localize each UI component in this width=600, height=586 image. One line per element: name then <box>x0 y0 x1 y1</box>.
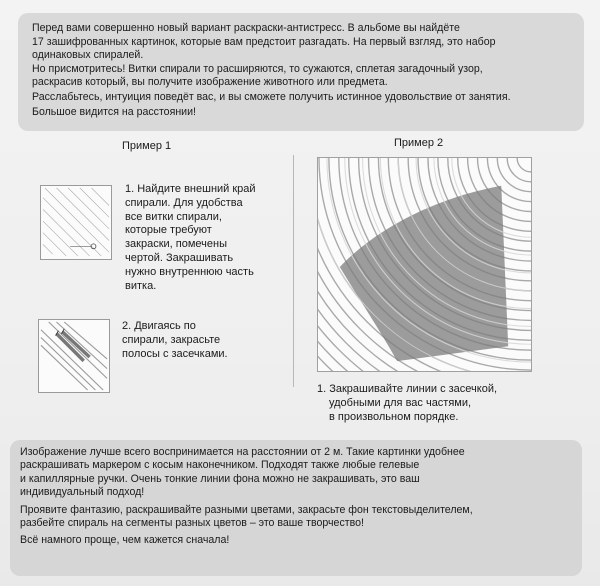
text-line: которые требуют <box>125 224 212 237</box>
intro-line: одинаковых спиралей. <box>32 49 144 62</box>
example2-step1-text <box>317 383 557 424</box>
tips-paragraph-1 <box>20 446 572 500</box>
text-line: спирали. Для удобства <box>125 196 243 209</box>
column-divider <box>293 155 294 387</box>
text-line: спирали, закрасьте <box>122 333 221 346</box>
intro-line: Расслабьтесь, интуиция поведёт вас, и вы сможете получить истинное удовольствие от занятия. <box>32 90 511 103</box>
tips-box <box>10 440 582 576</box>
text-line: разбейте спираль на сегменты разных цветов – это ваше творчество! <box>20 517 364 530</box>
text-line: Изображение лучше всего воспринимается на расстоянии от 2 м. Такие картинки удобнее <box>20 446 465 458</box>
text-line: закраски, помечены <box>125 238 227 251</box>
spiral-edge-illustration <box>41 186 111 259</box>
text-line: удобными для вас частями, <box>329 396 472 409</box>
text-line: 1. Найдите внешний край <box>125 183 256 195</box>
example1-step2-text <box>122 320 272 361</box>
tips-paragraph-3: Всё намного проще, чем кажется сначала! <box>20 534 230 547</box>
example1-spiral-image <box>40 185 112 260</box>
example2-title: Пример 2 <box>394 137 444 149</box>
text-line: все витки спирали, <box>125 210 222 223</box>
text-line: в произвольном порядке. <box>329 410 459 423</box>
text-line: чертой. Закрашивать <box>125 251 234 264</box>
text-line: витка. <box>125 279 157 292</box>
text-line: индивидуальный подход! <box>20 486 145 499</box>
example2-spiral-image <box>317 157 532 372</box>
text-line: 2. Двигаясь по <box>122 320 196 332</box>
text-line: и капиллярные ручки. Очень тонкие линии фона можно не закрашивать, это ваш <box>20 472 420 485</box>
intro-line: 17 зашифрованных картинок, которые вам предстоит разгадать. На первый взгляд, это набор <box>32 35 496 48</box>
text-line: нужно внутреннюю часть <box>125 265 254 278</box>
intro-line: Но присмотритесь! Витки спирали то расширяются, то сужаются, сплетая загадочный узор, <box>32 62 483 75</box>
shaded-stripes-illustration <box>39 320 109 392</box>
arc-spiral-illustration <box>318 158 531 371</box>
intro-line: Большое видится на расстоянии! <box>32 105 196 118</box>
example1-step1-text <box>125 183 285 293</box>
intro-box <box>18 13 584 131</box>
text-line: Проявите фантазию, раскрашивайте разными цветами, закрасьте фон текстовыделителем, <box>20 503 473 516</box>
tips-paragraph-2 <box>20 504 572 531</box>
text-line: 1. Закрашивайте линии с засечкой, <box>317 383 498 395</box>
intro-line: раскрасив который, вы получите изображение животного или предмета. <box>32 76 388 89</box>
text-line: полосы с засечками. <box>122 347 228 360</box>
example1-shaded-spiral-image <box>38 319 110 393</box>
example1-title: Пример 1 <box>122 140 172 152</box>
text-line: раскрашивать маркером с косым наконечником. Подходят также любые гелевые <box>20 459 420 472</box>
intro-line: Перед вами совершенно новый вариант раскраски-антистресс. В альбоме вы найдёте <box>32 22 460 34</box>
